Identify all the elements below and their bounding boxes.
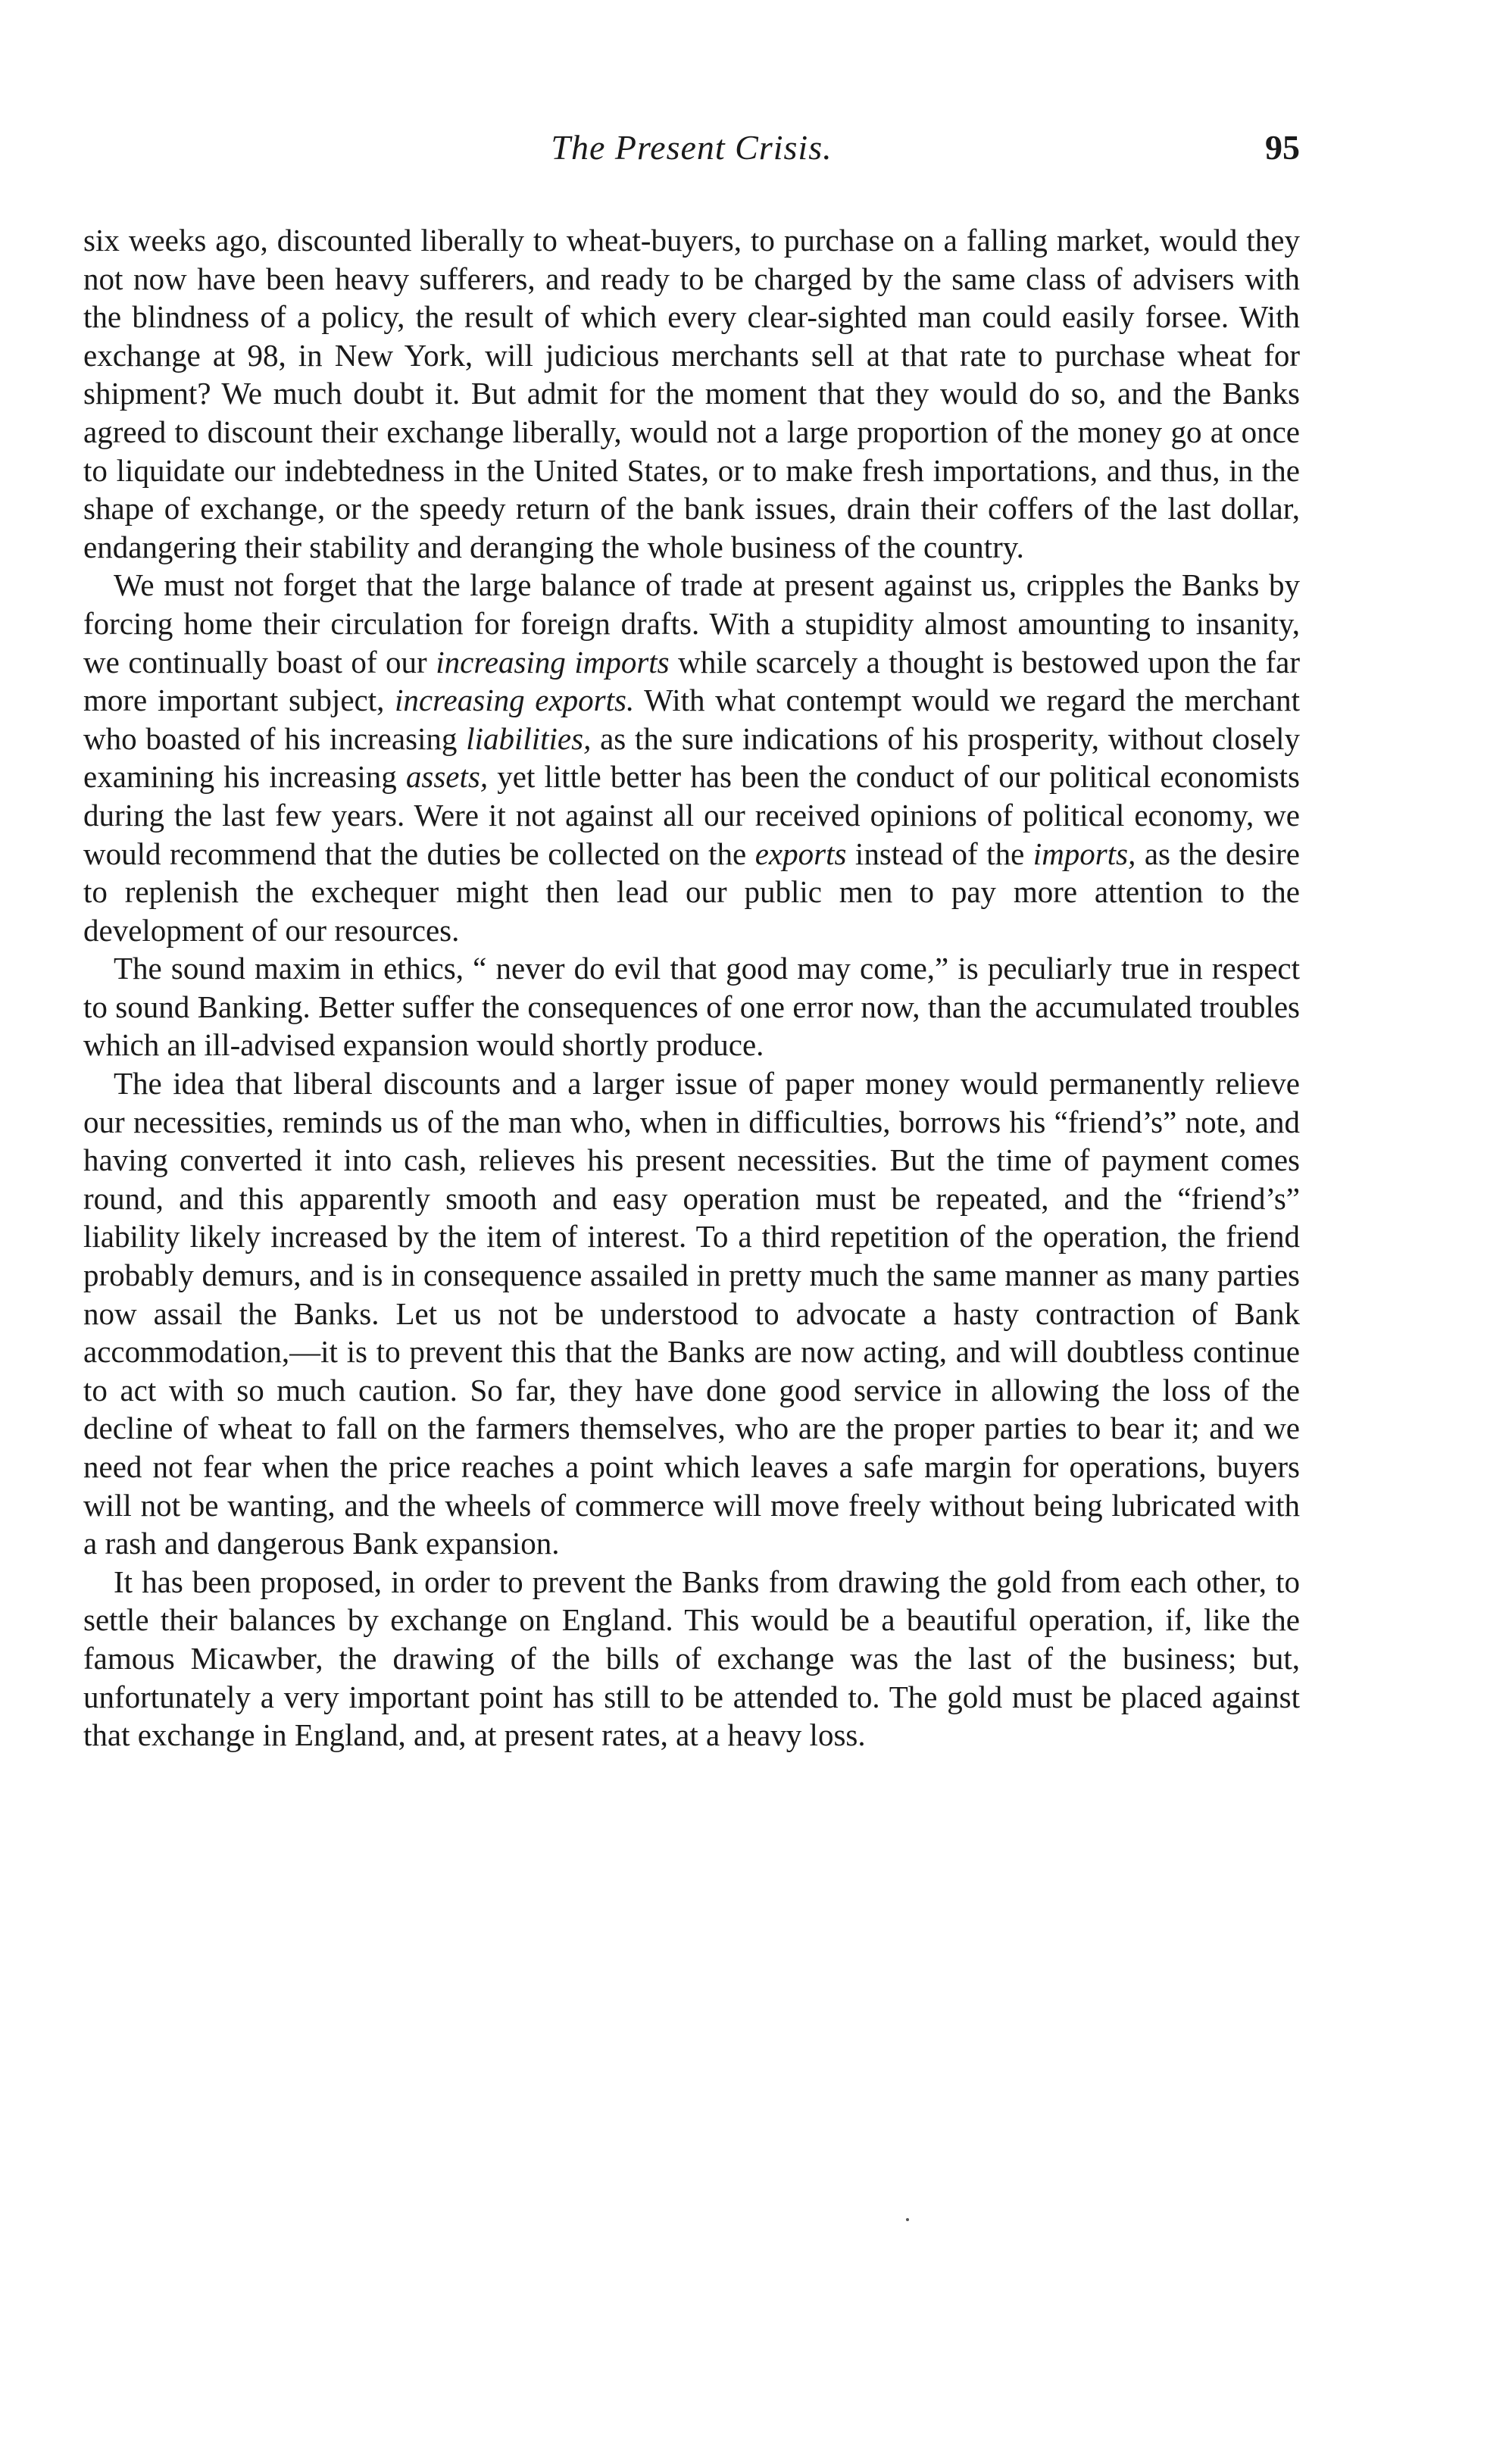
paragraph-3: The sound maxim in ethics, “ never do evil that good may come,” is peculiarly true in respect to sound Banking. Better suffer the consequences of one error now, than the accumulated troubles which an ill-advised expansion would shortly produce.: [83, 951, 1300, 1063]
ink-speck: [906, 2218, 909, 2221]
paragraph-2-text-a: We must not forget that the large balance of trade at present against us, cripples the Banks by forcing home their circulation for foreign drafts. With a stupidity almost amounting to insanity, we continually boast of our: [83, 567, 1300, 680]
body-text: [83, 221, 1300, 1755]
paragraph-1: six weeks ago, discounted liberally to wheat-buyers, to purchase on a falling market, would they not now have been heavy sufferers, and ready to be charged by the same class of advisers with the blindness of a policy, the result of which every clear-sighted man could easily forsee. With exchange at 98, in New York, will judicious merchants sell at that rate to purchase wheat for shipment? We much doubt it. But admit for the moment that they would do so, and the Banks agreed to discount their exchange liberally, would not a large proportion of the money go at once to liquidate our indebtedness in the United States, or to make fresh importations, and thus, in the shape of exchange, or the speedy return of the bank issues, drain their coffers of the last dollar, endangering their stability and deranging the whole business of the country.: [83, 223, 1300, 564]
paragraph-2-text-b: while scarcely a thought is bestowed upon the far more important subject,: [83, 644, 1300, 718]
emphasis-increasing-exports: increasing exports.: [395, 683, 635, 718]
emphasis-liabilities: liabilities,: [466, 720, 592, 756]
paragraph-5: It has been proposed, in order to prevent the Banks from drawing the gold from each other, to settle their balances by exchange on England. This would be a beautiful operation, if, like the famous Micawber, the drawing of the bills of exchange was the last of the business; but, unfortunately a very important point has still to be attended to. The gold must be placed against that exchange in England, and, at present rates, at a heavy loss.: [83, 1564, 1300, 1753]
emphasis-assets: assets,: [405, 759, 489, 795]
running-head: [83, 127, 1300, 180]
emphasis-increasing-imports: increasing imports: [436, 644, 670, 680]
paragraph-2-text-g: as the desire to replenish the exchequer might then lead our public men to pay more attention to the development of our resources.: [83, 836, 1300, 948]
paragraph-4: The idea that liberal discounts and a larger issue of paper money would permanently relieve our necessities, reminds us of the man who, when in difficulties, borrows his “friend’s” note, and having converted it into cash, relieves his present necessities. But the time of payment comes round, and this apparently smooth and easy operation must be repeated, and the “friend’s” liability likely increased by the item of interest. To a third repetition of the operation, the friend probably demurs, and is in consequence assailed in pretty much the same manner as many parties now assail the Banks. Let us not be understood to advocate a hasty contraction of Bank accommodation,—it is to prevent this that the Banks are now acting, and will doubtless continue to act with so much caution. So far, they have done good service in allowing the loss of the decline of wheat to fall on the farmers themselves, who are the proper parties to bear it; and we need not fear when the price reaches a point which leaves a safe margin for operations, buyers will not be wanting, and the wheels of commerce will move freely without being lubricated with a rash and dangerous Bank expansion.: [83, 1066, 1300, 1561]
page-number: 95: [1265, 128, 1300, 167]
paragraph-2-text-e: yet little better has been the conduct of our political economists during the last few years. Were it not against all our received opinions of political economy, we would recommend that the duties be collected on the: [83, 759, 1301, 871]
paragraph-2-text-f: instead of the: [846, 836, 1033, 871]
emphasis-exports: exports: [754, 836, 847, 871]
paragraph-2-text-d: as the sure indications of his prosperity, without closely examining his increasing: [83, 720, 1300, 795]
paragraph-2-text-c: With what contempt would we regard the merchant who boasted of his increasing: [83, 683, 1301, 756]
emphasis-imports: imports,: [1032, 836, 1136, 871]
running-title: The Present Crisis.: [551, 128, 833, 167]
paragraph-2: [83, 566, 1300, 949]
